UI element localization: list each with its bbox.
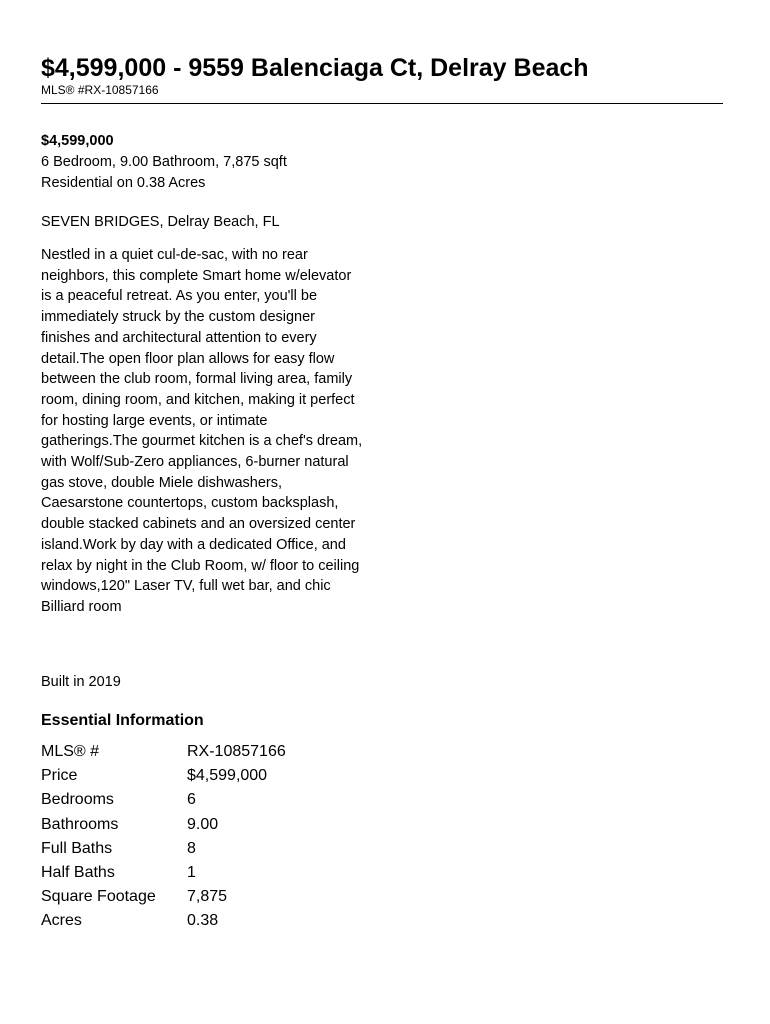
row-label: Full Baths (41, 839, 113, 857)
essential-info-heading: Essential Information (41, 712, 204, 729)
table-row (41, 740, 286, 764)
table-row (41, 909, 286, 933)
row-label: Square Footage (41, 888, 156, 906)
row-value: 9.00 (187, 815, 219, 833)
row-value: 6 (187, 791, 196, 809)
row-label: Bathrooms (41, 815, 119, 833)
year-built: Built in 2019 (41, 674, 121, 690)
row-value: $4,599,000 (187, 767, 268, 785)
row-value: 0.38 (187, 912, 219, 930)
row-value: 8 (187, 839, 196, 857)
summary-block (41, 131, 287, 194)
table-row (41, 837, 286, 861)
table-row (41, 788, 286, 812)
listing-description: Nestled in a quiet cul-de-sac, with no rear neighbors, this complete Smart home w/elevator is a peaceful retreat. As you enter, you'll be immediately struck by the custom designer finishes and architectural attention to every detail.The open floor plan allows for easy flow between the club room, formal living area, family room, dining room, and kitchen, making it perfect for hosting large events, or intimate gatherings.The gourmet kitchen is a chef's dream, with Wolf/Sub-Zero appliances, 6-burner natural gas stove, double Miele dishwashers, Caesarstone countertops, custom backsplash, double stacked cabinets and an oversized center island.Work by day with a dedicated Office, and relax by night in the Club Room, w/ floor to ceiling windows,120" Laser TV, full wet bar, and chic Billiard room (41, 247, 363, 615)
table-row (41, 885, 286, 909)
row-value: 7,875 (187, 888, 228, 906)
row-label: Acres (41, 912, 82, 930)
listing-price: $4,599,000 (41, 133, 114, 149)
row-label: Half Baths (41, 864, 115, 882)
listing-location: SEVEN BRIDGES, Delray Beach, FL (41, 214, 280, 230)
header-divider (41, 103, 723, 104)
row-label: Price (41, 767, 78, 785)
listing-type: Residential on 0.38 Acres (41, 175, 206, 191)
listing-specs: 6 Bedroom, 9.00 Bathroom, 7,875 sqft (41, 154, 287, 170)
page-title: $4,599,000 - 9559 Balenciaga Ct, Delray Beach (41, 54, 589, 82)
row-label: Bedrooms (41, 791, 114, 809)
row-value: 1 (187, 864, 196, 882)
row-value: RX-10857166 (187, 743, 286, 761)
row-label: MLS® # (41, 743, 100, 761)
mls-number: MLS® #RX-10857166 (41, 83, 159, 97)
essential-info-table (41, 740, 286, 934)
table-row (41, 764, 286, 788)
table-row (41, 861, 286, 885)
table-row (41, 813, 286, 837)
